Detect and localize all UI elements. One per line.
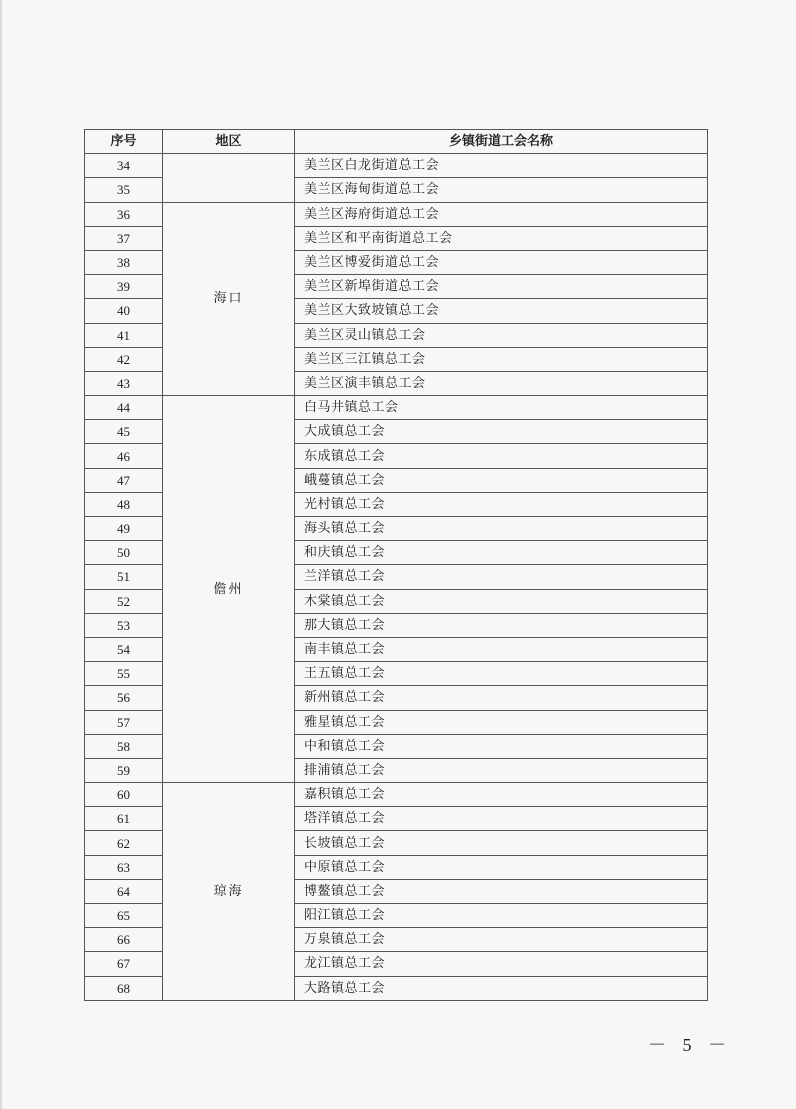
row-seq: 42 (85, 347, 163, 371)
row-seq: 41 (85, 323, 163, 347)
row-seq: 50 (85, 541, 163, 565)
row-seq: 37 (85, 226, 163, 250)
row-union-name: 峨蔓镇总工会 (295, 468, 708, 492)
row-union-name: 和庆镇总工会 (295, 541, 708, 565)
row-seq: 38 (85, 250, 163, 274)
row-seq: 54 (85, 637, 163, 661)
row-seq: 51 (85, 565, 163, 589)
row-seq: 67 (85, 952, 163, 976)
row-seq: 59 (85, 758, 163, 782)
row-union-name: 兰洋镇总工会 (295, 565, 708, 589)
union-list-table (84, 129, 708, 1001)
table-row (85, 396, 708, 420)
row-area: 儋州 (163, 396, 295, 783)
row-seq: 48 (85, 492, 163, 516)
row-union-name: 海头镇总工会 (295, 517, 708, 541)
row-union-name: 美兰区三江镇总工会 (295, 347, 708, 371)
row-seq: 45 (85, 420, 163, 444)
row-union-name: 龙江镇总工会 (295, 952, 708, 976)
row-union-name: 排浦镇总工会 (295, 758, 708, 782)
row-seq: 56 (85, 686, 163, 710)
row-union-name: 美兰区海甸街道总工会 (295, 178, 708, 202)
row-seq: 55 (85, 662, 163, 686)
table-header-row (85, 130, 708, 154)
row-seq: 39 (85, 275, 163, 299)
row-union-name: 大路镇总工会 (295, 976, 708, 1000)
row-union-name: 美兰区和平南街道总工会 (295, 226, 708, 250)
row-seq: 49 (85, 517, 163, 541)
row-area (163, 154, 295, 202)
header-name: 乡镇街道工会名称 (295, 130, 708, 154)
row-union-name: 东成镇总工会 (295, 444, 708, 468)
row-seq: 66 (85, 928, 163, 952)
row-seq: 34 (85, 154, 163, 178)
table-row (85, 202, 708, 226)
row-union-name: 雅星镇总工会 (295, 710, 708, 734)
row-union-name: 木棠镇总工会 (295, 589, 708, 613)
row-seq: 68 (85, 976, 163, 1000)
row-union-name: 王五镇总工会 (295, 662, 708, 686)
table-body (85, 154, 708, 1001)
row-seq: 35 (85, 178, 163, 202)
row-area: 琼海 (163, 783, 295, 1001)
row-seq: 47 (85, 468, 163, 492)
table-row (85, 783, 708, 807)
row-union-name: 美兰区新埠街道总工会 (295, 275, 708, 299)
row-union-name: 中原镇总工会 (295, 855, 708, 879)
row-seq: 46 (85, 444, 163, 468)
header-seq: 序号 (85, 130, 163, 154)
row-union-name: 美兰区海府街道总工会 (295, 202, 708, 226)
row-union-name: 嘉积镇总工会 (295, 783, 708, 807)
row-union-name: 大成镇总工会 (295, 420, 708, 444)
row-area: 海口 (163, 202, 295, 396)
row-union-name: 美兰区白龙街道总工会 (295, 154, 708, 178)
scan-edge-shadow (0, 0, 3, 1109)
row-seq: 65 (85, 904, 163, 928)
page-number: － 5 － (648, 1035, 732, 1055)
row-union-name: 白马井镇总工会 (295, 396, 708, 420)
row-union-name: 美兰区灵山镇总工会 (295, 323, 708, 347)
row-seq: 62 (85, 831, 163, 855)
row-union-name: 美兰区博爱街道总工会 (295, 250, 708, 274)
row-seq: 63 (85, 855, 163, 879)
row-seq: 57 (85, 710, 163, 734)
row-union-name: 那大镇总工会 (295, 613, 708, 637)
row-seq: 53 (85, 613, 163, 637)
row-union-name: 美兰区大致坡镇总工会 (295, 299, 708, 323)
row-union-name: 南丰镇总工会 (295, 637, 708, 661)
row-union-name: 阳江镇总工会 (295, 904, 708, 928)
header-area: 地区 (163, 130, 295, 154)
row-seq: 64 (85, 879, 163, 903)
table-row (85, 154, 708, 178)
row-union-name: 美兰区演丰镇总工会 (295, 371, 708, 395)
row-seq: 43 (85, 371, 163, 395)
row-union-name: 长坡镇总工会 (295, 831, 708, 855)
row-seq: 44 (85, 396, 163, 420)
row-union-name: 塔洋镇总工会 (295, 807, 708, 831)
row-seq: 40 (85, 299, 163, 323)
row-union-name: 万泉镇总工会 (295, 928, 708, 952)
row-seq: 52 (85, 589, 163, 613)
row-union-name: 博鳌镇总工会 (295, 879, 708, 903)
row-union-name: 新州镇总工会 (295, 686, 708, 710)
row-union-name: 光村镇总工会 (295, 492, 708, 516)
row-seq: 36 (85, 202, 163, 226)
row-union-name: 中和镇总工会 (295, 734, 708, 758)
row-seq: 58 (85, 734, 163, 758)
row-seq: 61 (85, 807, 163, 831)
row-seq: 60 (85, 783, 163, 807)
